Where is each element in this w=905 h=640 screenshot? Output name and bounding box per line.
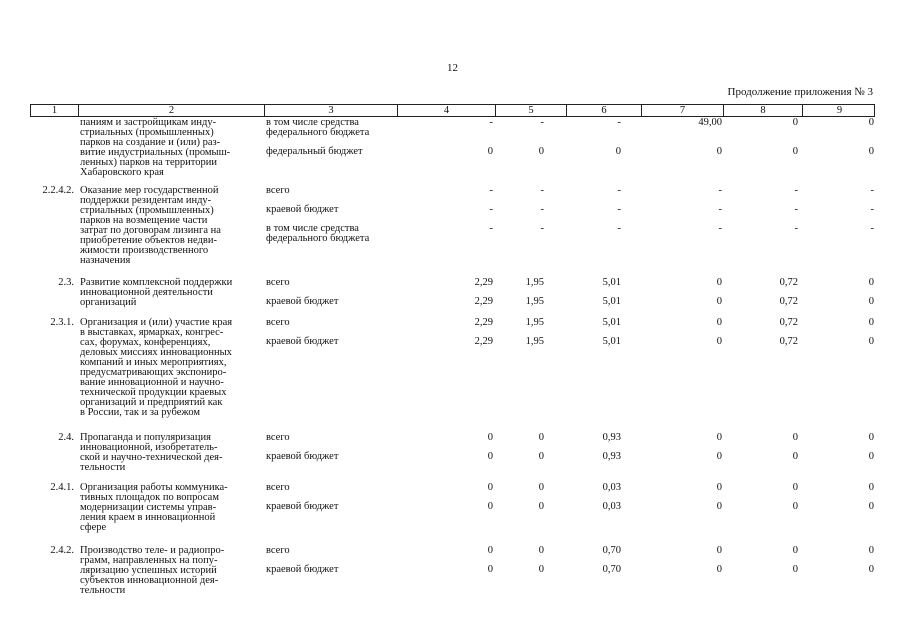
description-line: деловых миссиях инновационных (80, 347, 232, 358)
row-description (80, 483, 266, 533)
description-line: стриальных (промышленных) (80, 127, 214, 138)
value-cell: 0 (792, 545, 798, 556)
row-number: 2.3. (58, 277, 74, 288)
funding-source-line: всего (266, 432, 290, 443)
funding-source-line: всего (266, 317, 290, 328)
value-cell: - (540, 117, 544, 128)
description-line: грамм, направленных на попу- (80, 555, 218, 566)
header-cell-1: 1 (31, 105, 79, 116)
value-cell: 1,95 (525, 317, 544, 328)
description-line: ляризацию успешных историй (80, 565, 217, 576)
row-number: 2.3.1. (50, 317, 74, 328)
header-cell-4: 4 (398, 105, 496, 116)
value-cell: - (489, 117, 493, 128)
value-cell: 0 (792, 451, 798, 462)
description-line: затрат по договорам лизинга на (80, 225, 221, 236)
value-cell: - (794, 204, 798, 215)
funding-source-line: федерального бюджета (266, 233, 370, 244)
value-cell: 0 (716, 545, 722, 556)
value-cell: 0 (868, 296, 874, 307)
description-line: назначения (80, 255, 131, 266)
description-line: приобретение объектов недви- (80, 235, 217, 246)
value-cell: 0 (716, 564, 722, 575)
value-cell: 0 (868, 117, 874, 128)
description-line: Производство теле- и радиопро- (80, 545, 225, 556)
description-line: сах, форумах, конференциях, (80, 337, 211, 348)
funding-source-line: всего (266, 277, 290, 288)
value-cell: 0 (792, 564, 798, 575)
value-cell: 0 (792, 146, 798, 157)
description-line: парков на создание и (или) раз- (80, 137, 221, 148)
value-cell: 0 (792, 117, 798, 128)
value-cell: - (794, 223, 798, 234)
funding-source-line: краевой бюджет (266, 451, 339, 462)
description-line: компаний и иных мероприятиях, (80, 357, 227, 368)
value-cell: 0 (716, 482, 722, 493)
value-cell: 0 (487, 545, 493, 556)
header-cell-7: 7 (642, 105, 724, 116)
description-line: стриальных (промышленных) (80, 205, 214, 216)
description-line: организаций и предприятий как (80, 397, 223, 408)
funding-source-line: краевой бюджет (266, 564, 339, 575)
description-line: Организация и (или) участие края (80, 317, 233, 328)
funding-source (266, 186, 426, 196)
value-cell: 0 (538, 545, 544, 556)
table-header-row (30, 104, 875, 117)
description-line: витие индустриальных (промыш- (80, 147, 231, 158)
description-line: ленных) парков на территории (80, 157, 217, 168)
funding-source-line: краевой бюджет (266, 501, 339, 512)
value-cell: 0,70 (602, 564, 621, 575)
value-cell: 0,72 (779, 336, 798, 347)
value-cell: 0 (716, 296, 722, 307)
description-line: организаций (80, 297, 137, 308)
value-cell: 0 (868, 451, 874, 462)
appendix-continuation: Продолжение приложения № 3 (727, 86, 873, 98)
value-cell: - (489, 223, 493, 234)
value-cell: 0,72 (779, 277, 798, 288)
value-cell: 0 (868, 277, 874, 288)
value-cell: 0 (487, 501, 493, 512)
header-cell-2: 2 (79, 105, 265, 116)
description-line: паниям и застройщикам инду- (80, 117, 217, 128)
header-cell-9: 9 (836, 105, 843, 116)
funding-source-line: краевой бюджет (266, 336, 339, 347)
value-cell: - (617, 117, 621, 128)
description-line: инновационной, изобретатель- (80, 442, 218, 453)
funding-source-line: всего (266, 185, 290, 196)
description-line: Пропаганда и популяризация (80, 432, 211, 443)
value-cell: 0 (868, 545, 874, 556)
funding-source (266, 297, 426, 307)
value-cell: 0 (868, 146, 874, 157)
description-line: ления краем в инновационной (80, 512, 216, 523)
funding-source (266, 278, 426, 288)
value-cell: 0 (716, 317, 722, 328)
value-cell: 0 (615, 146, 621, 157)
row-number: 2.4.1. (50, 482, 74, 493)
value-cell: 0 (487, 432, 493, 443)
description-line: модернизации системы управ- (80, 502, 217, 513)
description-line: сфере (80, 522, 107, 533)
value-cell: 0 (538, 432, 544, 443)
value-cell: 0,93 (602, 432, 621, 443)
funding-source (266, 224, 426, 244)
funding-source (266, 452, 426, 462)
funding-source-line: в том числе средства (266, 117, 359, 128)
value-cell: 0 (716, 501, 722, 512)
value-cell: 2,29 (474, 277, 493, 288)
value-cell: 0 (868, 317, 874, 328)
description-line: поддержки резидентам инду- (80, 195, 212, 206)
funding-source-line: в том числе средства (266, 223, 359, 234)
funding-source (266, 118, 426, 138)
value-cell: 0,93 (602, 451, 621, 462)
value-cell: - (617, 223, 621, 234)
value-cell: 5,01 (602, 317, 621, 328)
value-cell: 0 (868, 564, 874, 575)
value-cell: 2,29 (474, 317, 493, 328)
header-cell-8: 8 (724, 105, 803, 116)
description-line: в выставках, ярмарках, конгрес- (80, 327, 224, 338)
value-cell: 0 (538, 146, 544, 157)
value-cell: 0 (538, 501, 544, 512)
description-line: в России, так и за рубежом (80, 407, 201, 418)
value-cell: 0 (487, 564, 493, 575)
row-number: 2.4.2. (50, 545, 74, 556)
value-cell: 1,95 (525, 277, 544, 288)
funding-source-line: федерального бюджета (266, 127, 370, 138)
header-cell-3: 3 (265, 105, 398, 116)
value-cell: - (540, 223, 544, 234)
row-description (80, 318, 266, 418)
value-cell: 5,01 (602, 277, 621, 288)
value-cell: 0,03 (602, 501, 621, 512)
value-cell: 0 (716, 277, 722, 288)
value-cell: 0,72 (779, 296, 798, 307)
value-cell: - (540, 204, 544, 215)
value-cell: - (870, 223, 874, 234)
value-cell: - (617, 204, 621, 215)
description-line: инновационной деятельности (80, 287, 213, 298)
value-cell: - (718, 204, 722, 215)
description-line: вание инновационной и научно- (80, 377, 224, 388)
row-number: 2.2.4.2. (42, 185, 74, 196)
value-cell: - (718, 185, 722, 196)
funding-source (266, 318, 426, 328)
value-cell: - (870, 185, 874, 196)
row-description (80, 186, 266, 266)
row-number: 2.4. (58, 432, 74, 443)
value-cell: 0 (538, 564, 544, 575)
value-cell: 0 (538, 482, 544, 493)
row-description (80, 433, 266, 473)
value-cell: - (718, 223, 722, 234)
page-number: 12 (447, 62, 458, 74)
description-line: парков на возмещение части (80, 215, 208, 226)
funding-source (266, 205, 426, 215)
value-cell: 1,95 (525, 296, 544, 307)
value-cell: 0,03 (602, 482, 621, 493)
value-cell: - (794, 185, 798, 196)
value-cell: 0 (868, 482, 874, 493)
funding-source-line: всего (266, 482, 290, 493)
value-cell: 5,01 (602, 336, 621, 347)
value-cell: 0,72 (779, 317, 798, 328)
description-line: Оказание мер государственной (80, 185, 219, 196)
row-description (80, 278, 266, 308)
funding-source (266, 502, 426, 512)
value-cell: - (870, 204, 874, 215)
value-cell: 0 (868, 501, 874, 512)
description-line: Организация работы коммуника- (80, 482, 228, 493)
row-description (80, 118, 266, 178)
value-cell: 0 (716, 336, 722, 347)
value-cell: 0 (716, 146, 722, 157)
description-line: технической продукции краевых (80, 387, 227, 398)
description-line: субъектов инновационной дея- (80, 575, 219, 586)
funding-source (266, 433, 426, 443)
funding-source-line: федеральный бюджет (266, 146, 363, 157)
value-cell: 0 (792, 432, 798, 443)
funding-source-line: краевой бюджет (266, 296, 339, 307)
value-cell: 0 (792, 501, 798, 512)
row-description (80, 546, 266, 596)
funding-source (266, 546, 426, 556)
funding-source (266, 147, 426, 157)
value-cell: 0 (538, 451, 544, 462)
value-cell: 1,95 (525, 336, 544, 347)
funding-source (266, 565, 426, 575)
value-cell: 0,70 (602, 545, 621, 556)
value-cell: 2,29 (474, 296, 493, 307)
value-cell: 0 (716, 432, 722, 443)
value-cell: 49,00 (698, 117, 722, 128)
description-line: тельности (80, 585, 126, 596)
description-line: ской и научно-технической дея- (80, 452, 223, 463)
funding-source (266, 483, 426, 493)
description-line: жимости производственного (80, 245, 209, 256)
value-cell: 2,29 (474, 336, 493, 347)
description-line: тельности (80, 462, 126, 473)
value-cell: 0 (487, 146, 493, 157)
value-cell: - (617, 185, 621, 196)
funding-source (266, 337, 426, 347)
value-cell: - (489, 204, 493, 215)
description-line: тивных площадок по вопросам (80, 492, 219, 503)
value-cell: 0 (792, 482, 798, 493)
description-line: предусматривающих экспониро- (80, 367, 227, 378)
description-line: Хабаровского края (80, 167, 164, 178)
value-cell: 0 (487, 451, 493, 462)
value-cell: 5,01 (602, 296, 621, 307)
description-line: Развитие комплексной поддержки (80, 277, 233, 288)
value-cell: 0 (487, 482, 493, 493)
header-cell-6: 6 (567, 105, 642, 116)
value-cell: 0 (868, 432, 874, 443)
value-cell: 0 (868, 336, 874, 347)
header-cell-5: 5 (496, 105, 567, 116)
value-cell: 0 (716, 451, 722, 462)
funding-source-line: краевой бюджет (266, 204, 339, 215)
value-cell: - (489, 185, 493, 196)
value-cell: - (540, 185, 544, 196)
funding-source-line: всего (266, 545, 290, 556)
